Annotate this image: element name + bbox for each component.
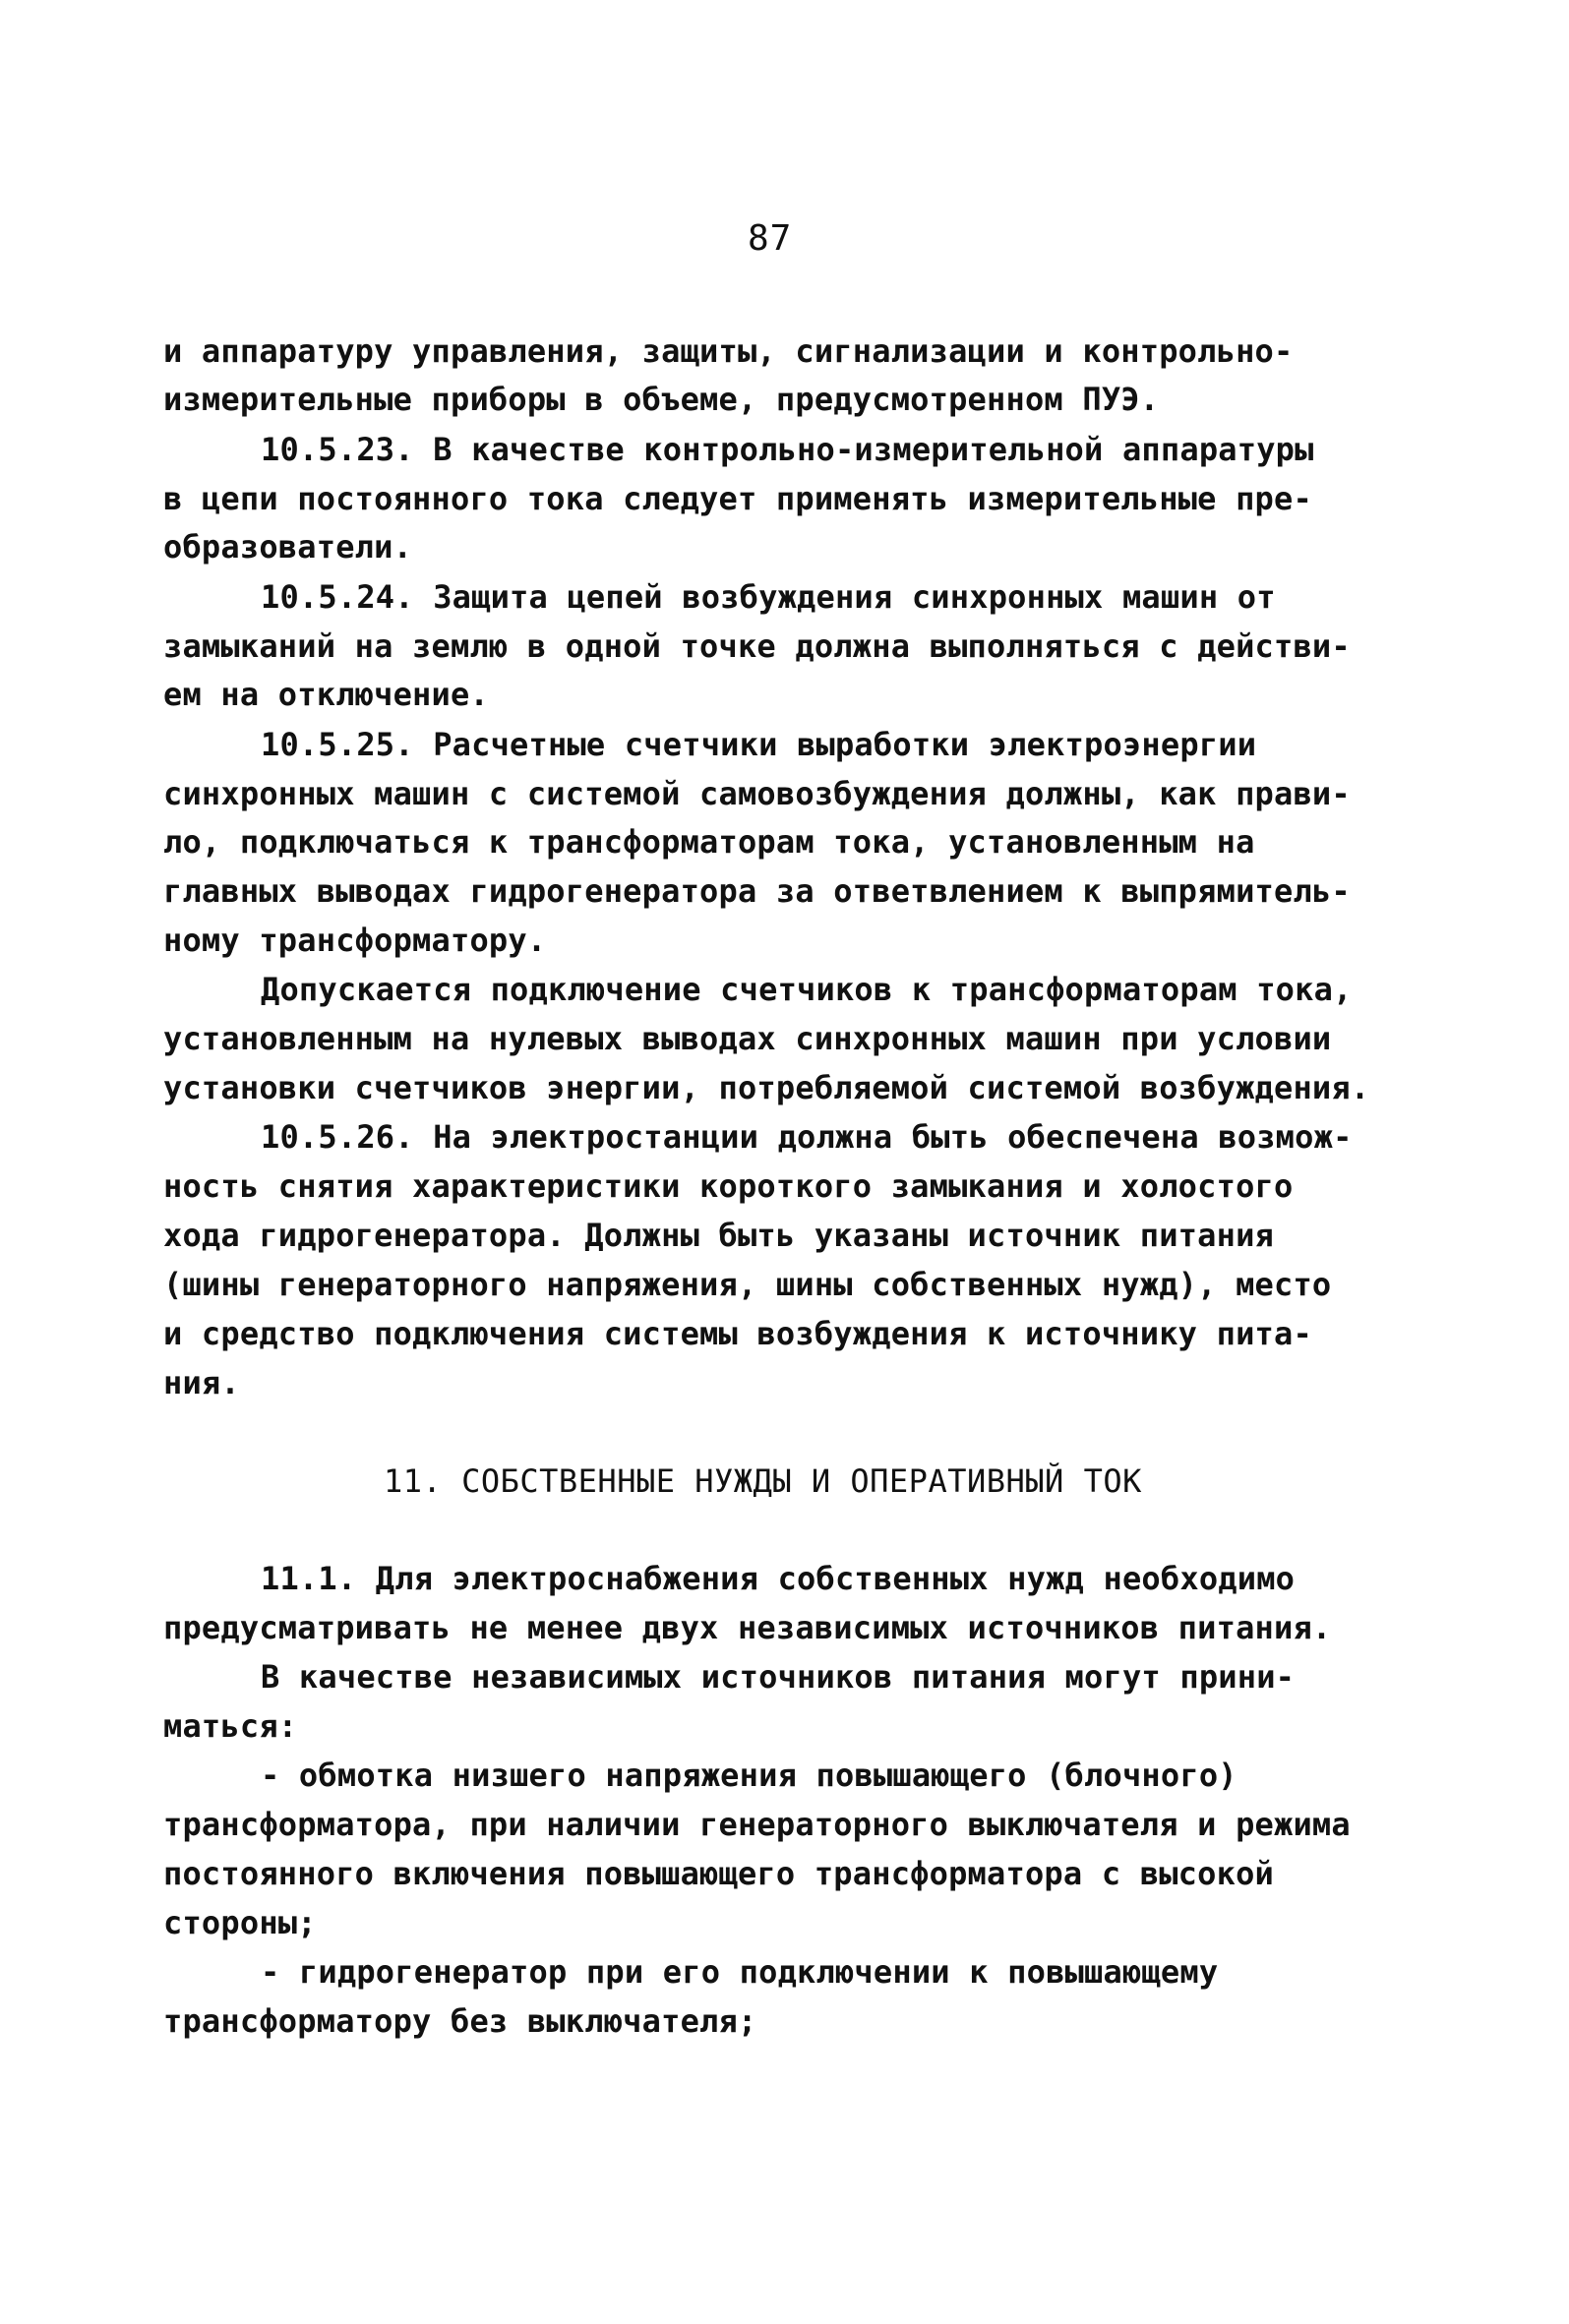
list-item: - гидрогенератор при его подключении к повышающему [261, 1953, 1219, 1991]
list-item: - обмотка низшего напряжения повышающего (блочного) [261, 1757, 1237, 1794]
text-line: (шины генераторного напряжения, шины собственных нужд), место [163, 1266, 1332, 1303]
text-line: 10.5.26. На электростанции должна быть обеспечена возмож- [261, 1118, 1353, 1156]
text-line: постоянного включения повышающего трансформатора с высокой [163, 1855, 1275, 1892]
text-line: 11.1. Для электроснабжения собственных нужд необходимо [261, 1560, 1296, 1597]
text-line: в цепи постоянного тока следует применять измерительные пре- [163, 480, 1312, 517]
text-line: трансформатора, при наличии генераторного выключателя и режима [163, 1806, 1351, 1843]
text-line: и средство подключения системы возбуждения к источнику пита- [163, 1315, 1312, 1352]
text-line: 10.5.24. Защита цепей возбуждения синхронных машин от [261, 578, 1276, 616]
text-line: Допускается подключение счетчиков к трансформаторам тока, [261, 971, 1353, 1008]
text-line: установленным на нулевых выводах синхронных машин при условии [163, 1020, 1332, 1057]
text-line: измерительные приборы в объеме, предусмотренном ПУЭ. [163, 381, 1160, 418]
section-heading: 11. СОБСТВЕННЫЕ НУЖДЫ И ОПЕРАТИВНЫЙ ТОК [384, 1462, 1142, 1500]
text-line: 10.5.25. Расчетные счетчики выработки электроэнергии [261, 726, 1257, 763]
text-line: установки счетчиков энергии, потребляемой системой возбуждения. [163, 1069, 1370, 1106]
text-line: ность снятия характеристики короткого замыкания и холостого [163, 1167, 1294, 1205]
text-line: предусматривать не менее двух независимых источников питания. [163, 1609, 1332, 1646]
text-line: образователи. [163, 528, 413, 566]
page-number: 87 [748, 218, 793, 259]
text-line: ному трансформатору. [163, 922, 547, 959]
text-line: ем на отключение. [163, 676, 489, 713]
text-line: синхронных машин с системой самовозбуждения должны, как прави- [163, 775, 1351, 812]
text-line: трансформатору без выключателя; [163, 2002, 757, 2040]
text-line: маться: [163, 1707, 298, 1745]
text-line: главных выводах гидрогенератора за ответвлением к выпрямитель- [163, 872, 1351, 910]
text-line: 10.5.23. В качестве контрольно-измерительной аппаратуры [261, 431, 1314, 468]
text-line: ло, подключаться к трансформаторам тока, установленным на [163, 823, 1255, 861]
text-line: хода гидрогенератора. Должны быть указаны источник питания [163, 1217, 1275, 1254]
text-line: ния. [163, 1364, 240, 1401]
text-line: замыканий на землю в одной точке должна выполняться с действи- [163, 627, 1351, 665]
text-line: и аппаратуру управления, защиты, сигнализации и контрольно- [163, 332, 1294, 370]
text-line: В качестве независимых источников питания могут прини- [261, 1658, 1296, 1696]
text-line: стороны; [163, 1904, 317, 1941]
